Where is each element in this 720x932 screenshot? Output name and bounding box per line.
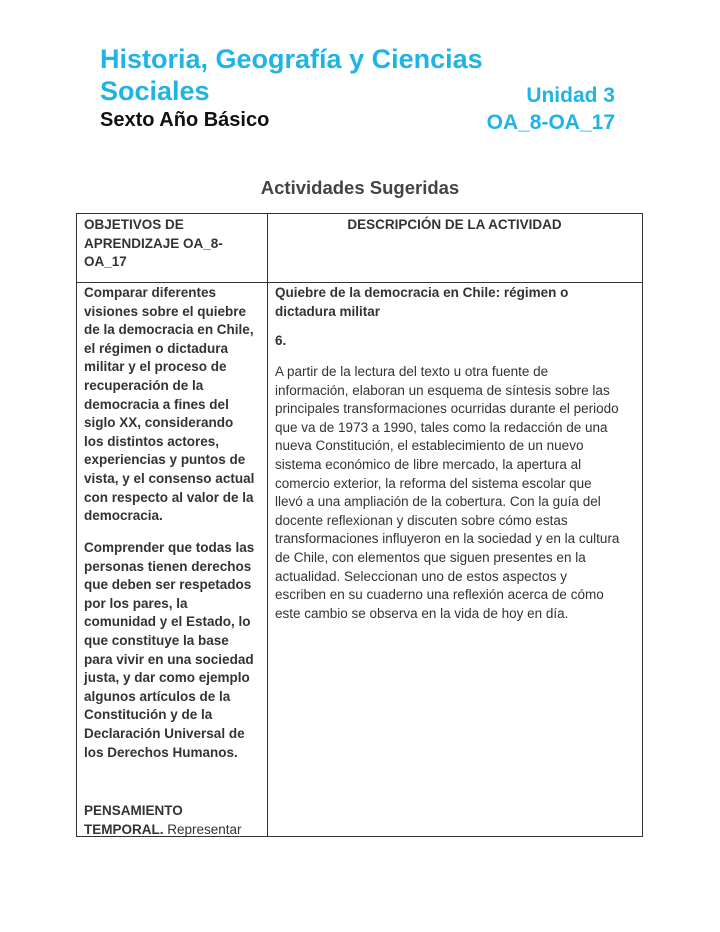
text-line: comercio exterior, la reforma del sistema escolar que	[275, 475, 592, 491]
text-line: visiones sobre el quiebre	[84, 303, 247, 319]
skill-title-2: TEMPORAL.	[84, 821, 164, 837]
text-line: Constitución y de la	[84, 707, 213, 723]
text-line: los distintos actores,	[84, 433, 220, 449]
text-line: los Derechos Humanos.	[84, 744, 238, 760]
text-line: de la democracia en Chile,	[84, 322, 254, 338]
text-line: transformaciones influyeron en la sociedad y en la cultura	[275, 531, 620, 547]
activities-table	[76, 213, 643, 837]
oa-codes: OA_8-OA_17	[486, 111, 615, 134]
text-line: llevó a una ampliación de la cobertura. Con la guía del	[275, 494, 601, 510]
text-line: nueva Constitución, el establecimiento de un nuevo	[275, 438, 584, 454]
activity-title	[275, 284, 568, 321]
objectives-header	[84, 216, 223, 272]
text-line: justa, y dar como ejemplo	[84, 670, 250, 686]
text-line: escriben en su cuaderno una reflexión acerca de cómo	[275, 587, 604, 603]
text-line: APRENDIZAJE OA_8-	[84, 235, 223, 251]
column-divider	[267, 214, 268, 836]
text-line: Comparar diferentes	[84, 285, 217, 300]
subject-title-2: Sociales	[100, 76, 210, 106]
text-line: recuperación de la	[84, 377, 204, 393]
text-line: democracia a fines del	[84, 396, 229, 412]
objective-1	[84, 284, 254, 526]
text-line: Comprender que todas las	[84, 540, 255, 555]
text-line: principales transformaciones ocurridas durante el periodo	[275, 401, 619, 417]
text-line: para vivir en una sociedad	[84, 651, 254, 667]
text-line: con respecto al valor de la	[84, 489, 254, 505]
row-divider	[77, 282, 642, 283]
grade-label: Sexto Año Básico	[100, 109, 270, 131]
text-line: comunidad y el Estado, lo	[84, 614, 251, 630]
skill-desc: Representar	[163, 821, 242, 837]
text-line: vista, y el consenso actual	[84, 470, 255, 486]
text-line: por los pares, la	[84, 595, 188, 611]
text-line: que constituye la base	[84, 632, 229, 648]
text-line: Declaración Universal de	[84, 725, 245, 741]
text-line: Quiebre de la democracia en Chile: régimen o	[275, 285, 569, 300]
description-header: DESCRIPCIÓN DE LA ACTIVIDAD	[347, 217, 562, 232]
text-line: democracia.	[84, 508, 163, 524]
unit-label: Unidad 3	[526, 84, 615, 107]
activity-number: 6.	[275, 333, 287, 348]
skill-text	[84, 802, 242, 839]
text-line: sistema económico de libre mercado, la apertura al	[275, 456, 582, 472]
text-line: algunos artículos de la	[84, 688, 231, 704]
text-line: que deben ser respetados	[84, 577, 252, 593]
subject-title: Historia, Geografía y Ciencias	[100, 44, 483, 74]
text-line: experiencias y puntos de	[84, 452, 246, 468]
text-line: dictadura militar	[275, 303, 381, 319]
text-line: OBJETIVOS DE	[84, 217, 184, 232]
text-line: A partir de la lectura del texto u otra fuente de	[275, 364, 549, 379]
text-line: siglo XX, considerando	[84, 415, 234, 431]
activity-description	[275, 363, 619, 623]
text-line: militar y el proceso de	[84, 359, 227, 375]
text-line: que va de 1973 a 1990, tales como la redacción de una	[275, 419, 608, 435]
text-line: personas tienen derechos	[84, 558, 252, 574]
section-heading: Actividades Sugeridas	[260, 177, 460, 198]
text-line: actualidad. Seleccionan uno de estos aspectos y	[275, 568, 567, 584]
text-line: docente reflexionan y discuten sobre cómo estas	[275, 512, 568, 528]
text-line: OA_17	[84, 254, 127, 270]
text-line: el régimen o dictadura	[84, 340, 229, 356]
text-line: información, elaboran un esquema de síntesis sobre las	[275, 382, 610, 398]
skill-title: PENSAMIENTO	[84, 803, 183, 818]
objective-2	[84, 539, 254, 762]
text-line: de Chile, con elementos que siguen presentes en la	[275, 549, 586, 565]
text-line: este cambio se observa en la vida de hoy en día.	[275, 605, 569, 621]
